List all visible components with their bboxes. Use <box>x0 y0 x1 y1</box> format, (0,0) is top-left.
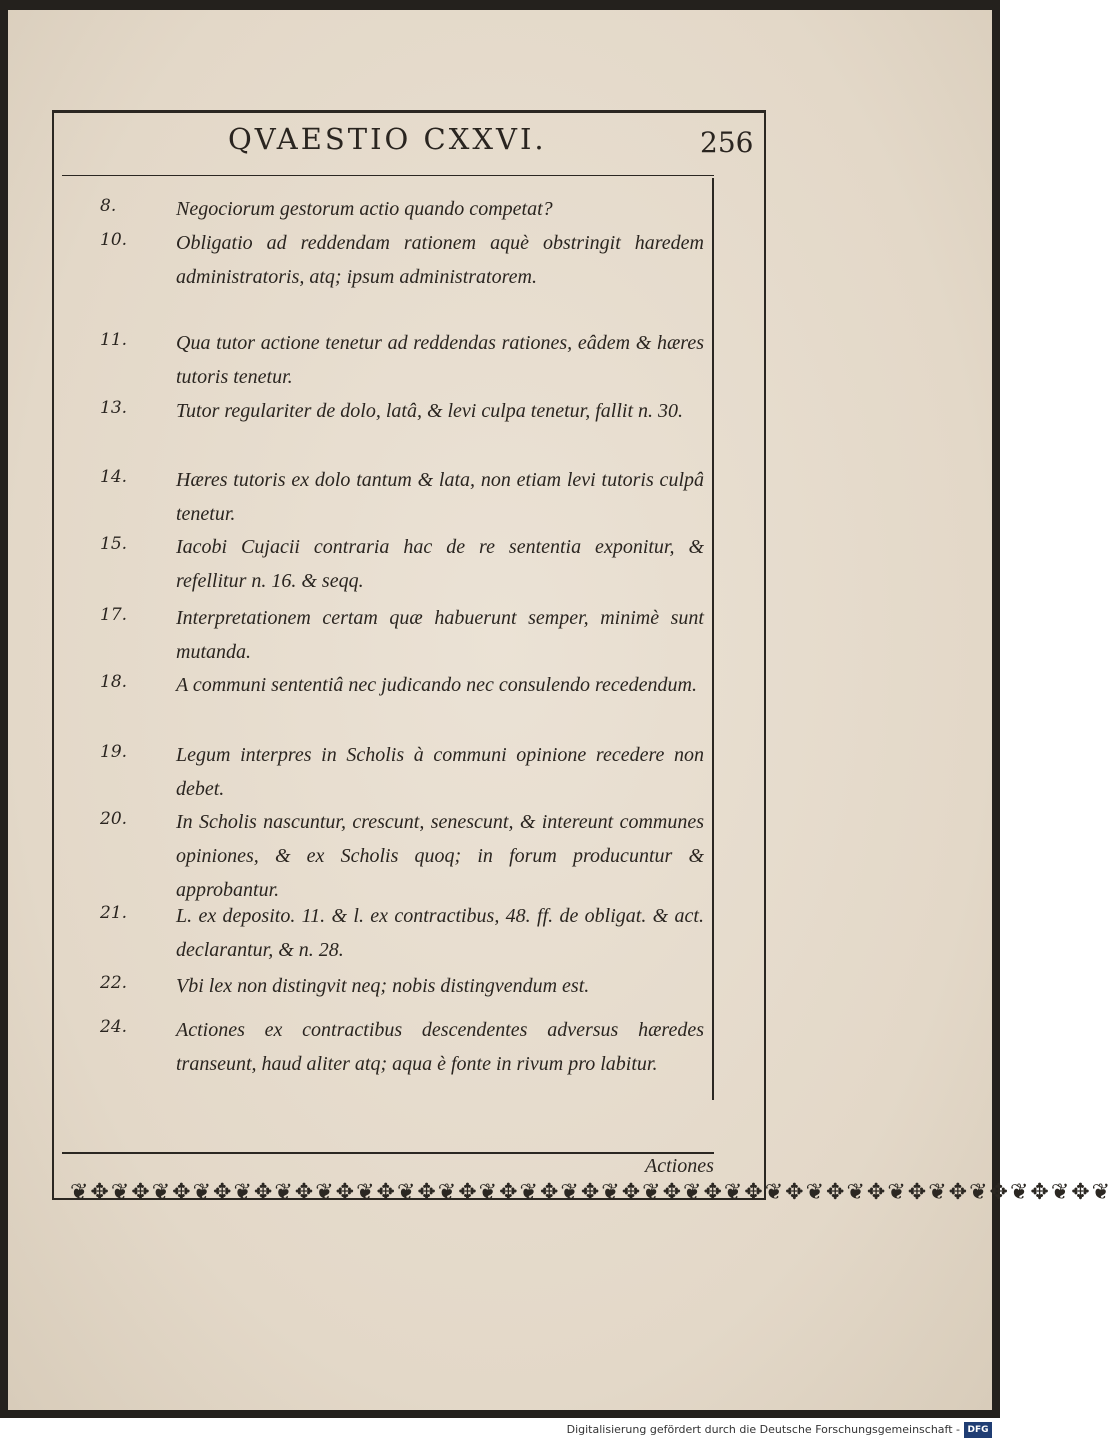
entry-number: 17. <box>100 605 128 625</box>
entry-number: 15. <box>100 534 128 554</box>
entry-text: Qua tutor actione tenetur ad reddendas rationes, eâdem & hæres tutoris tenetur. <box>176 332 704 388</box>
entry-text: Negociorum gestorum actio quando competat? <box>176 198 553 220</box>
column-rule <box>712 178 714 1100</box>
entry-text: Obligatio ad reddendam rationem aquè obstringit haredem administratoris, atq; ipsum administratorem. <box>176 232 704 288</box>
dfg-logo-icon: DFG <box>964 1422 992 1438</box>
entry-text: Legum interpres in Scholis à communi opinione recedere non debet. <box>176 744 704 800</box>
entry-number: 13. <box>100 398 128 418</box>
entry-text: In Scholis nascuntur, crescunt, senescunt, & intereunt communes opiniones, & ex Scholis quoq; in forum producuntur & approbantur. <box>176 811 704 901</box>
entry-number: 18. <box>100 672 128 692</box>
footer-rule <box>62 1152 714 1154</box>
entry-text: Iacobi Cujacii contraria hac de re sententia exponitur, & refellitur n. 16. & seqq. <box>176 536 704 592</box>
entry-number: 21. <box>100 903 128 923</box>
entry-number: 19. <box>100 742 128 762</box>
entry-text: Interpretationem certam quæ habuerunt semper, minimè sunt mutanda. <box>176 607 704 663</box>
entry-text: Vbi lex non distingvit neq; nobis distingvendum est. <box>176 975 590 997</box>
running-head: QVAESTIO CXXVI. <box>228 122 547 156</box>
entry-number: 10. <box>100 230 128 250</box>
page-number: 256 <box>700 126 754 159</box>
entry-number: 8. <box>100 196 117 216</box>
entry-number: 22. <box>100 973 128 993</box>
ornament-band: ❦✥❦✥❦✥❦✥❦✥❦✥❦✥❦✥❦✥❦✥❦✥❦✥❦✥❦✥❦✥❦✥❦✥❦✥❦✥❦✥❦✥❦✥❦✥❦✥❦✥❦ <box>70 1180 1112 1205</box>
entry-text: Tutor regulariter de dolo, latâ, & levi culpa tenetur, fallit n. 30. <box>176 400 684 422</box>
entry-number: 11. <box>100 330 128 350</box>
entry-number: 20. <box>100 809 128 829</box>
digitization-footer <box>0 1418 1000 1443</box>
entry-text: Hæres tutoris ex dolo tantum & lata, non etiam levi tutoris culpâ tenetur. <box>176 469 704 525</box>
entry-text: Actiones ex contractibus descendentes adversus hæredes transeunt, haud aliter atq; aqua è fonte in rivum pro labitur. <box>176 1019 704 1075</box>
entry-number: 24. <box>100 1017 128 1037</box>
entry-text: L. ex deposito. 11. & l. ex contractibus, 48. ff. de obligat. & act. declarantur, & n. 28. <box>176 905 704 961</box>
entry-number: 14. <box>100 467 128 487</box>
catchword: Actiones <box>645 1155 714 1177</box>
header-rule <box>62 175 714 176</box>
footer-credit: Digitalisierung gefördert durch die Deutsche Forschungsgemeinschaft - <box>566 1423 960 1436</box>
entry-text: A communi sententiâ nec judicando nec consulendo recedendum. <box>176 674 697 696</box>
